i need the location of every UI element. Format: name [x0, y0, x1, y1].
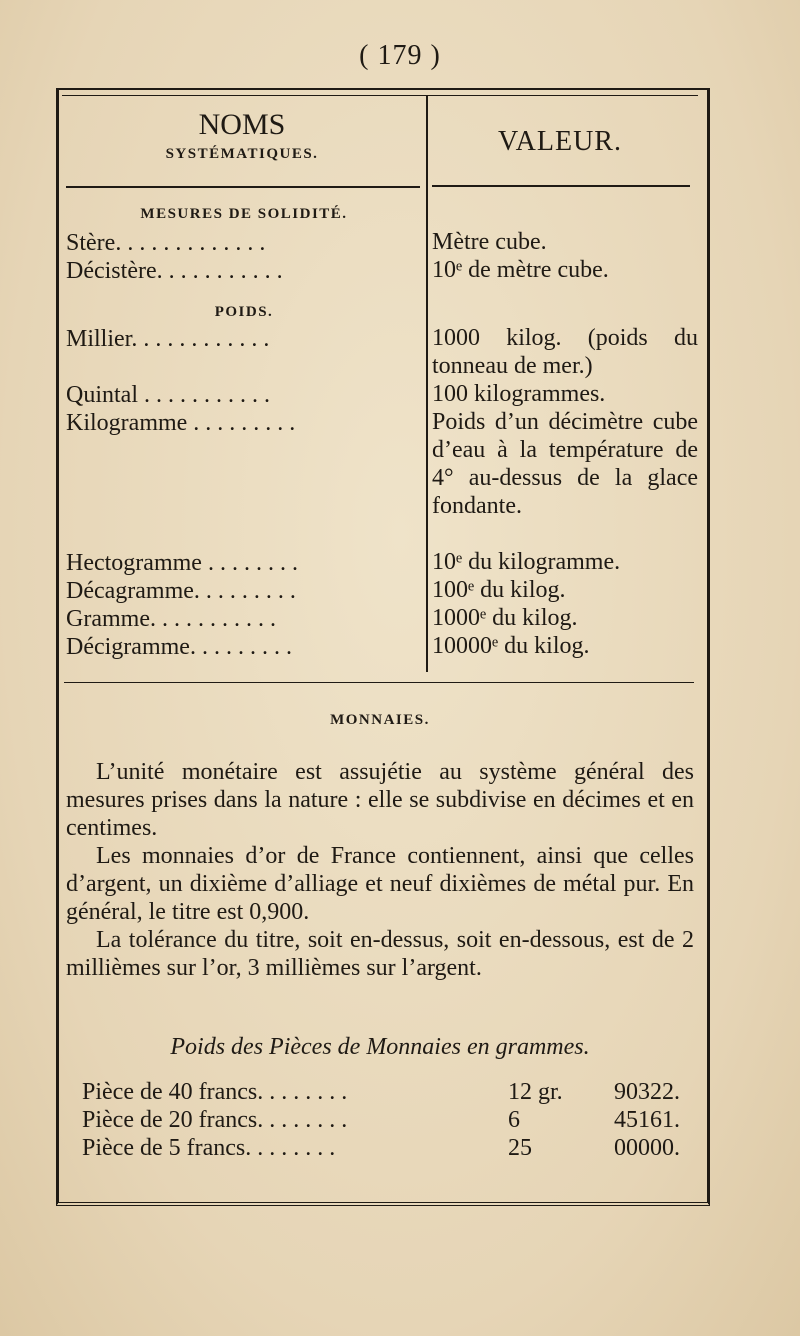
- paragraph-text: L’unité monétaire est assujétie au système général des mesures prises dans la nature : elle se subdivise en décimes et en centimes.: [66, 759, 694, 841]
- header-rule-right: [432, 185, 690, 187]
- unit-name: Décistère. . . . . . . . . . .: [66, 258, 283, 284]
- paragraph: [66, 842, 694, 926]
- coin-label: Pièce de 5 francs. . . . . . . .: [82, 1135, 336, 1161]
- unit-name: Hectogramme . . . . . . . .: [66, 550, 298, 576]
- unit-value: 100 kilogrammes.: [432, 381, 606, 407]
- unit-name: Stère. . . . . . . . . . . . .: [66, 230, 266, 256]
- header-valeur: VALEUR.: [498, 126, 622, 157]
- unit-value: Mètre cube.: [432, 229, 547, 255]
- frame-inner-rule: [62, 95, 698, 96]
- section-solidite: MESURES DE SOLIDITÉ.: [140, 206, 348, 222]
- column-divider: [426, 96, 428, 672]
- paragraph-text: La tolérance du titre, soit en-dessus, soit en-dessous, est de 2 millièmes sur l’or, 3 millièmes sur l’argent.: [66, 927, 694, 981]
- header-noms-title: NOMS: [198, 108, 286, 141]
- header-rule-left: [66, 186, 420, 188]
- unit-value: Poids d’un décimètre cube d’eau à la température de 4° au-dessus de la glace fondante.: [432, 409, 698, 519]
- coin-grams: 25: [508, 1135, 532, 1161]
- header-noms: [62, 108, 422, 163]
- coin-row: [82, 1106, 682, 1134]
- unit-value: 10000ᵉ du kilog.: [432, 633, 590, 659]
- coin-grams: 6: [508, 1107, 520, 1133]
- unit-name: Millier. . . . . . . . . . . .: [66, 326, 270, 352]
- unit-name: Décagramme. . . . . . . . .: [66, 578, 296, 604]
- unit-name: Quintal . . . . . . . . . . .: [66, 382, 270, 408]
- section-poids: POIDS.: [214, 304, 274, 320]
- coin-decimals: 00000.: [614, 1135, 680, 1161]
- section-monnaies: MONNAIES.: [330, 712, 430, 728]
- coin-row: [82, 1134, 682, 1162]
- unit-value: 1000 kilog. (poids du tonneau de mer.): [432, 325, 698, 379]
- coin-decimals: 90322.: [614, 1079, 680, 1105]
- unit-value: 100ᵉ du kilog.: [432, 577, 566, 603]
- coin-grams: 12 gr.: [508, 1079, 563, 1105]
- coin-weights-title: Poids des Pièces de Monnaies en grammes.: [170, 1034, 590, 1060]
- unit-name: Gramme. . . . . . . . . . .: [66, 606, 276, 632]
- coin-label: Pièce de 40 francs. . . . . . . .: [82, 1079, 348, 1105]
- paragraph: [66, 758, 694, 842]
- unit-value: 10ᵉ du kilogramme.: [432, 549, 621, 575]
- section-divider: [64, 682, 694, 683]
- paragraph: [66, 926, 694, 982]
- header-noms-subtitle: SYSTÉMATIQUES.: [165, 146, 319, 162]
- unit-value: 1000ᵉ du kilog.: [432, 605, 578, 631]
- paragraph-text: Les monnaies d’or de France contiennent, ainsi que celles d’argent, un dixième d’alliage et neuf dixièmes de métal pur. En général, le titre est 0,900.: [66, 843, 694, 925]
- coin-label: Pièce de 20 francs. . . . . . . .: [82, 1107, 348, 1133]
- unit-name: Décigramme. . . . . . . . .: [66, 634, 292, 660]
- coin-row: [82, 1078, 682, 1106]
- unit-value: 10ᵉ de mètre cube.: [432, 257, 609, 283]
- unit-name: Kilogramme . . . . . . . . .: [66, 410, 296, 436]
- page-number: ( 179 ): [359, 40, 441, 71]
- coin-decimals: 45161.: [614, 1107, 680, 1133]
